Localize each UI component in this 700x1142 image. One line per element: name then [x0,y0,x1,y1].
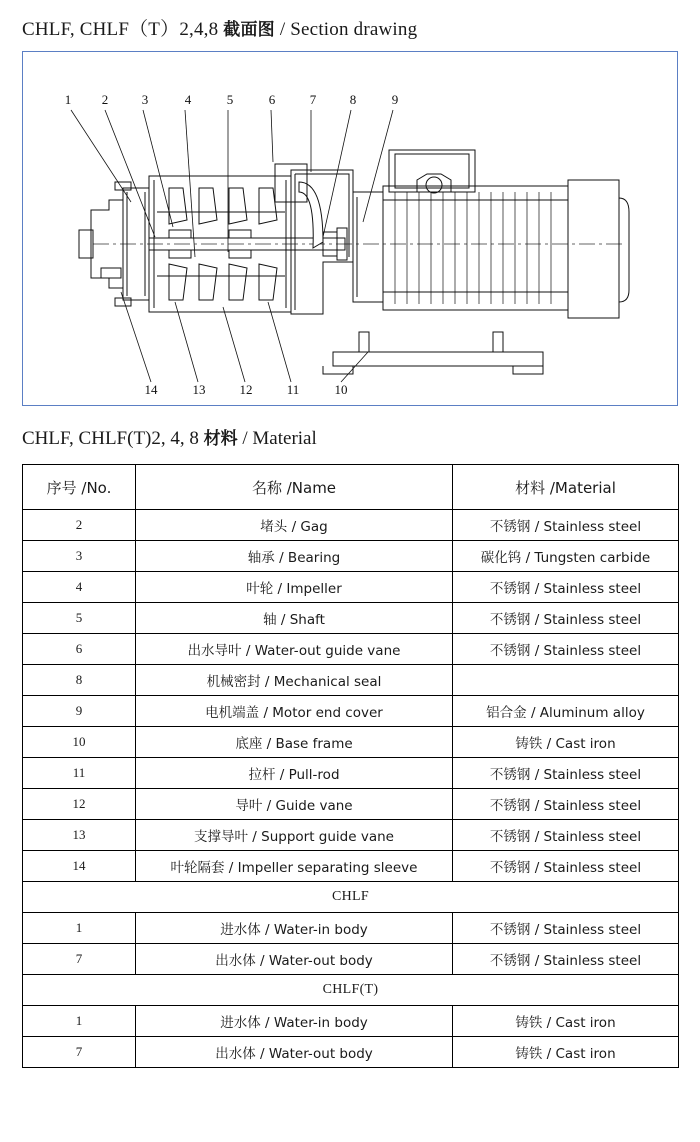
section-title-prefix: CHLF, CHLF（T）2,4,8 [22,19,224,40]
section-title-en: Section drawing [290,19,418,40]
callout-3: 3 [141,92,149,107]
cell-no: 6 [23,634,136,665]
cell-no: 1 [23,913,136,944]
table-row [23,510,679,541]
cell-material: 不锈钢 / Stainless steel [453,510,679,541]
cell-no: 8 [23,665,136,696]
cell-name: 出水导叶 / Water-out guide vane [136,634,453,665]
cell-material: 铸铁 / Cast iron [453,1006,679,1037]
cell-name: 堵头 / Gag [136,510,453,541]
cell-no: 3 [23,541,136,572]
cell-material [453,665,679,696]
cell-material: 铝合金 / Aluminum alloy [453,696,679,727]
cell-material: 铸铁 / Cast iron [453,1037,679,1068]
material-title-cn: 材料 [203,429,238,449]
table-group-row-chlft [23,975,679,1006]
cell-name: 进水体 / Water-in body [136,1006,453,1037]
table-row [23,603,679,634]
callout-13: 13 [192,382,206,397]
cell-material: 不锈钢 / Stainless steel [453,820,679,851]
material-title-en: Material [252,428,317,449]
cell-name: 出水体 / Water-out body [136,1037,453,1068]
material-table [22,464,679,1068]
cell-no: 12 [23,789,136,820]
callout-11: 11 [286,382,300,397]
cell-no: 9 [23,696,136,727]
cell-material: 不锈钢 / Stainless steel [453,572,679,603]
cell-material: 铸铁 / Cast iron [453,727,679,758]
table-row [23,758,679,789]
cell-name: 轴 / Shaft [136,603,453,634]
page [0,14,700,1142]
column-header-material: 材料 /Material [453,465,679,510]
callout-14: 14 [144,382,158,397]
cell-name: 拉杆 / Pull-rod [136,758,453,789]
callout-6: 6 [268,92,276,107]
table-group-row-chlf [23,882,679,913]
callout-4: 4 [184,92,192,107]
cell-name: 底座 / Base frame [136,727,453,758]
cell-no: 4 [23,572,136,603]
cell-material: 不锈钢 / Stainless steel [453,603,679,634]
callout-8: 8 [349,92,357,107]
cell-material: 不锈钢 / Stainless steel [453,913,679,944]
cell-no: 7 [23,1037,136,1068]
cell-name: 轴承 / Bearing [136,541,453,572]
cell-no: 7 [23,944,136,975]
table-row [23,696,679,727]
cell-name: 出水体 / Water-out body [136,944,453,975]
cell-material: 不锈钢 / Stainless steel [453,851,679,882]
callout-12: 12 [239,382,253,397]
pump-section-drawing [23,52,677,405]
table-row [23,851,679,882]
callout-7: 7 [309,92,317,107]
callout-9: 9 [391,92,399,107]
callout-10: 10 [334,382,348,397]
cell-name: 叶轮隔套 / Impeller separating sleeve [136,851,453,882]
table-row [23,789,679,820]
material-title-prefix: CHLF, CHLF(T)2, 4, 8 [22,428,204,449]
table-row [23,820,679,851]
cell-no: 11 [23,758,136,789]
material-title [22,424,678,450]
cell-material: 不锈钢 / Stainless steel [453,634,679,665]
section-title-sep: / [274,19,291,40]
cell-material: 不锈钢 / Stainless steel [453,789,679,820]
cell-no: 14 [23,851,136,882]
table-row [23,665,679,696]
cell-material: 碳化钨 / Tungsten carbide [453,541,679,572]
table-header-row [23,465,679,510]
group-label-chlft: CHLF(T) [23,975,679,1006]
material-title-sep: / [237,428,253,449]
group-label-chlf: CHLF [23,882,679,913]
table-row [23,634,679,665]
cell-no: 13 [23,820,136,851]
table-row [23,541,679,572]
table-row [23,944,679,975]
table-row [23,1006,679,1037]
cell-no: 2 [23,510,136,541]
table-row [23,1037,679,1068]
cell-no: 1 [23,1006,136,1037]
column-header-name: 名称 /Name [136,465,453,510]
cell-name: 叶轮 / Impeller [136,572,453,603]
cell-name: 机械密封 / Mechanical seal [136,665,453,696]
cell-name: 支撑导叶 / Support guide vane [136,820,453,851]
table-row [23,913,679,944]
cell-material: 不锈钢 / Stainless steel [453,758,679,789]
callout-2: 2 [101,92,109,107]
cell-material: 不锈钢 / Stainless steel [453,944,679,975]
section-title-cn: 截面图 [223,20,275,40]
section-drawing-figure [22,51,678,406]
callout-5: 5 [226,92,234,107]
cell-name: 电机端盖 / Motor end cover [136,696,453,727]
cell-no: 10 [23,727,136,758]
cell-name: 进水体 / Water-in body [136,913,453,944]
cell-no: 5 [23,603,136,634]
cell-name: 导叶 / Guide vane [136,789,453,820]
callout-1: 1 [64,92,72,107]
table-row [23,727,679,758]
table-row [23,572,679,603]
column-header-no: 序号 /No. [23,465,136,510]
page-title [22,14,678,41]
